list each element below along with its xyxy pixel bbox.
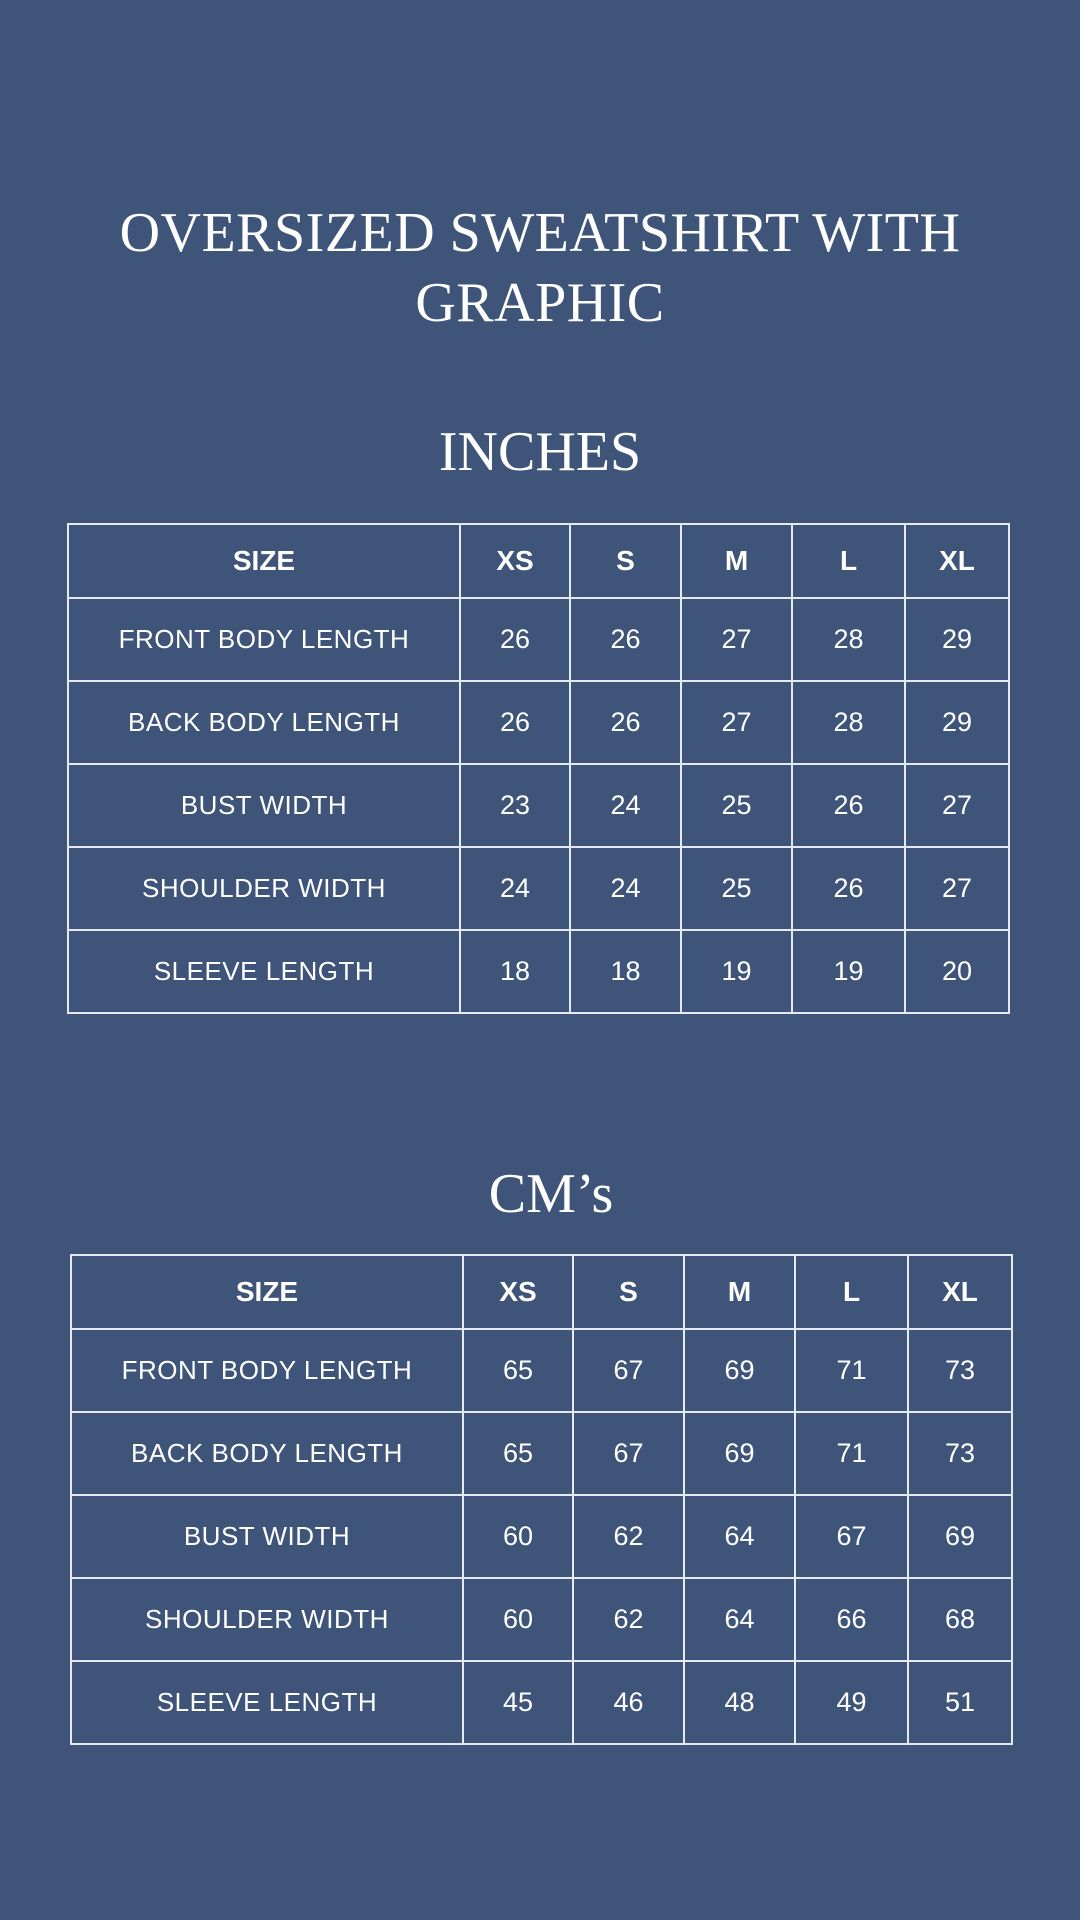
header-cell-s: S [573,1255,684,1329]
header-cell-m: M [684,1255,795,1329]
table-row [68,598,1009,681]
value-cell: 26 [792,764,905,847]
value-cell: 25 [681,847,792,930]
value-cell: 69 [684,1329,795,1412]
value-cell: 20 [905,930,1009,1013]
value-cell: 65 [463,1329,573,1412]
header-cell-s: S [570,524,681,598]
page-title-line-1: OVERSIZED SWEATSHIRT WITH [119,202,961,264]
value-cell: 24 [570,764,681,847]
value-cell: 51 [908,1661,1012,1744]
value-cell: 29 [905,598,1009,681]
page-title [0,198,1080,338]
value-cell: 71 [795,1329,908,1412]
value-cell: 26 [460,598,570,681]
value-cell: 73 [908,1412,1012,1495]
table-row [71,1329,1012,1412]
value-cell: 27 [681,681,792,764]
measurement-label: FRONT BODY LENGTH [68,598,460,681]
table-row [71,1661,1012,1744]
table-row [71,1412,1012,1495]
value-cell: 67 [573,1412,684,1495]
table-row [68,847,1009,930]
value-cell: 48 [684,1661,795,1744]
value-cell: 60 [463,1495,573,1578]
value-cell: 19 [792,930,905,1013]
value-cell: 60 [463,1578,573,1661]
value-cell: 45 [463,1661,573,1744]
value-cell: 62 [573,1495,684,1578]
value-cell: 23 [460,764,570,847]
measurement-label: SLEEVE LENGTH [68,930,460,1013]
inches-size-table [67,523,1010,1014]
header-cell-m: M [681,524,792,598]
value-cell: 49 [795,1661,908,1744]
value-cell: 24 [570,847,681,930]
table-header-row [68,524,1009,598]
value-cell: 46 [573,1661,684,1744]
value-cell: 68 [908,1578,1012,1661]
value-cell: 73 [908,1329,1012,1412]
table-row [68,681,1009,764]
value-cell: 25 [681,764,792,847]
cms-heading: CM’s [488,1163,614,1225]
header-cell-l: L [795,1255,908,1329]
measurement-label: BACK BODY LENGTH [68,681,460,764]
value-cell: 67 [573,1329,684,1412]
value-cell: 69 [908,1495,1012,1578]
value-cell: 27 [905,847,1009,930]
measurement-label: SLEEVE LENGTH [71,1661,463,1744]
inches-heading: INCHES [438,421,642,483]
measurement-label: BACK BODY LENGTH [71,1412,463,1495]
table-header-row [71,1255,1012,1329]
measurement-label: BUST WIDTH [71,1495,463,1578]
value-cell: 66 [795,1578,908,1661]
value-cell: 19 [681,930,792,1013]
header-cell-xs: XS [463,1255,573,1329]
table-row [71,1578,1012,1661]
value-cell: 28 [792,681,905,764]
value-cell: 29 [905,681,1009,764]
header-cell-l: L [792,524,905,598]
header-cell-xl: XL [905,524,1009,598]
table-row [68,930,1009,1013]
header-cell-xs: XS [460,524,570,598]
value-cell: 62 [573,1578,684,1661]
value-cell: 26 [792,847,905,930]
value-cell: 71 [795,1412,908,1495]
value-cell: 27 [905,764,1009,847]
value-cell: 64 [684,1578,795,1661]
value-cell: 24 [460,847,570,930]
value-cell: 18 [570,930,681,1013]
page-title-line-2: GRAPHIC [415,272,665,334]
value-cell: 67 [795,1495,908,1578]
table-row [68,764,1009,847]
value-cell: 26 [570,681,681,764]
measurement-label: SHOULDER WIDTH [71,1578,463,1661]
value-cell: 69 [684,1412,795,1495]
cms-size-table [70,1254,1013,1745]
header-cell-xl: XL [908,1255,1012,1329]
value-cell: 27 [681,598,792,681]
header-cell-size: SIZE [68,524,460,598]
value-cell: 18 [460,930,570,1013]
table-row [71,1495,1012,1578]
measurement-label: FRONT BODY LENGTH [71,1329,463,1412]
value-cell: 65 [463,1412,573,1495]
header-cell-size: SIZE [71,1255,463,1329]
value-cell: 64 [684,1495,795,1578]
value-cell: 26 [460,681,570,764]
value-cell: 26 [570,598,681,681]
value-cell: 28 [792,598,905,681]
measurement-label: BUST WIDTH [68,764,460,847]
measurement-label: SHOULDER WIDTH [68,847,460,930]
